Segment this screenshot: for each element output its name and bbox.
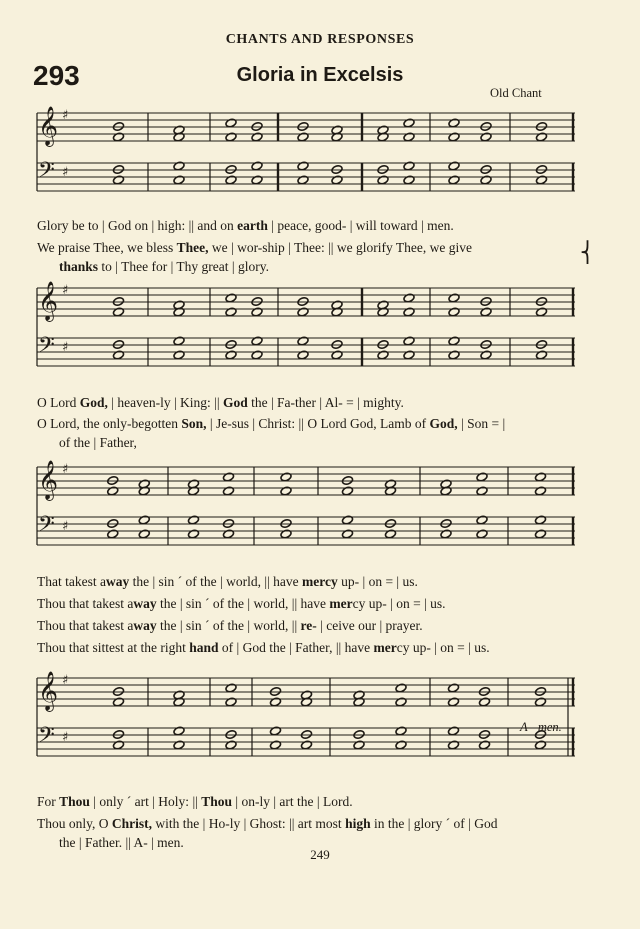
sharp-icon: ♯ bbox=[62, 462, 69, 477]
lyric-line: Thou that takest away the | sin ˊ of the | world, || have mercy up- | on = | us. bbox=[37, 596, 446, 611]
lyric-verse-2 bbox=[37, 238, 582, 276]
lyric-line: O Lord, the only-begotten Son, | Je-sus | Christ: || O Lord God, Lamb of God, | Son = | bbox=[37, 416, 506, 431]
hymn-number: 293 bbox=[33, 60, 80, 91]
emphasis-syllable: Thou bbox=[59, 794, 90, 809]
emphasis-syllable: way bbox=[133, 596, 157, 611]
sharp-icon: ♯ bbox=[62, 340, 69, 355]
emphasis-syllable: Son, bbox=[181, 416, 207, 431]
brace-mark: ⎨ bbox=[580, 242, 595, 264]
lyric-verse-4 bbox=[37, 414, 582, 452]
emphasis-syllable: Thee, bbox=[176, 240, 209, 255]
page-number: 249 bbox=[310, 847, 330, 862]
emphasis-syllable: God, bbox=[429, 416, 458, 431]
emphasis-syllable: thanks bbox=[59, 259, 99, 274]
sharp-icon: ♯ bbox=[62, 283, 69, 298]
sharp-icon: ♯ bbox=[62, 519, 69, 534]
lyric-line: of the | Father, bbox=[59, 435, 137, 450]
sharp-icon: ♯ bbox=[62, 108, 69, 123]
emphasis-syllable: earth bbox=[237, 218, 268, 233]
lyric-line: For Thou | only ˊ art | Holy: || Thou | on-ly | art the | Lord. bbox=[37, 794, 353, 809]
lyric-verse-5 bbox=[37, 572, 582, 591]
sharp-icon: ♯ bbox=[62, 730, 69, 745]
lyric-line: the | Father. || A- | men. bbox=[59, 835, 184, 850]
sharp-icon: ♯ bbox=[62, 165, 69, 180]
treble-clef-icon: 𝄞 bbox=[38, 281, 59, 321]
lyric-line: thanks to | Thee for | Thy great | glory. bbox=[59, 259, 269, 274]
emphasis-syllable: mercy bbox=[302, 574, 338, 589]
amen-label: A - men. bbox=[520, 720, 562, 734]
bass-clef-icon: 𝄢 bbox=[38, 512, 55, 542]
emphasis-syllable: re- bbox=[300, 618, 317, 633]
emphasis-syllable: mer bbox=[373, 640, 397, 655]
emphasis-syllable: Christ, bbox=[111, 816, 152, 831]
page-header: CHANTS AND RESPONSES bbox=[225, 32, 415, 47]
lyric-line: Thou that takest away the | sin ˊ of the | world, || re- | ceive our | prayer. bbox=[37, 618, 423, 633]
lyric-verse-8 bbox=[37, 638, 582, 657]
lyric-verse-9 bbox=[37, 792, 582, 811]
emphasis-syllable: hand bbox=[189, 640, 219, 655]
emphasis-syllable: mer bbox=[329, 596, 353, 611]
treble-clef-icon: 𝄞 bbox=[38, 460, 59, 500]
lyric-verse-3 bbox=[37, 393, 582, 412]
lyric-verse-7 bbox=[37, 616, 582, 635]
emphasis-syllable: way bbox=[133, 618, 157, 633]
notehead bbox=[112, 122, 124, 132]
lyric-line: We praise Thee, we bless Thee, we | wor-ship | Thee: || we glorify Thee, we give bbox=[37, 240, 472, 255]
bass-clef-icon: 𝄢 bbox=[38, 333, 55, 363]
lyric-line: That takest away the | sin ˊ of the | world, || have mercy up- | on = | us. bbox=[37, 574, 418, 589]
emphasis-syllable: God bbox=[222, 395, 248, 410]
hymn-title: Gloria in Excelsis bbox=[236, 64, 404, 86]
lyric-line: Thou that sittest at the right hand of | God the | Father, || have mercy up- | on = | us. bbox=[37, 640, 490, 655]
bass-clef-icon: 𝄢 bbox=[38, 158, 55, 188]
notehead bbox=[251, 122, 263, 132]
lyric-line: Glory be to | God on | high: || and on earth | peace, good- | will toward | men. bbox=[37, 218, 454, 233]
lyric-verse-6 bbox=[37, 594, 582, 613]
lyric-line: Thou only, O Christ, with the | Ho-ly | Ghost: || art most high in the | glory ˊ of | God bbox=[37, 816, 498, 831]
emphasis-syllable: way bbox=[105, 574, 130, 589]
emphasis-syllable: high bbox=[345, 816, 371, 831]
composer-credit: Old Chant bbox=[490, 86, 542, 100]
bass-clef-icon: 𝄢 bbox=[38, 723, 55, 753]
treble-clef-icon: 𝄞 bbox=[38, 106, 59, 146]
lyric-verse-1 bbox=[37, 216, 582, 235]
sharp-icon: ♯ bbox=[62, 673, 69, 688]
emphasis-syllable: God, bbox=[79, 395, 108, 410]
lyric-line: O Lord God, | heaven-ly | King: || God the | Fa-ther | Al- = | mighty. bbox=[37, 395, 404, 410]
treble-clef-icon: 𝄞 bbox=[38, 671, 59, 711]
emphasis-syllable: Thou bbox=[201, 794, 232, 809]
